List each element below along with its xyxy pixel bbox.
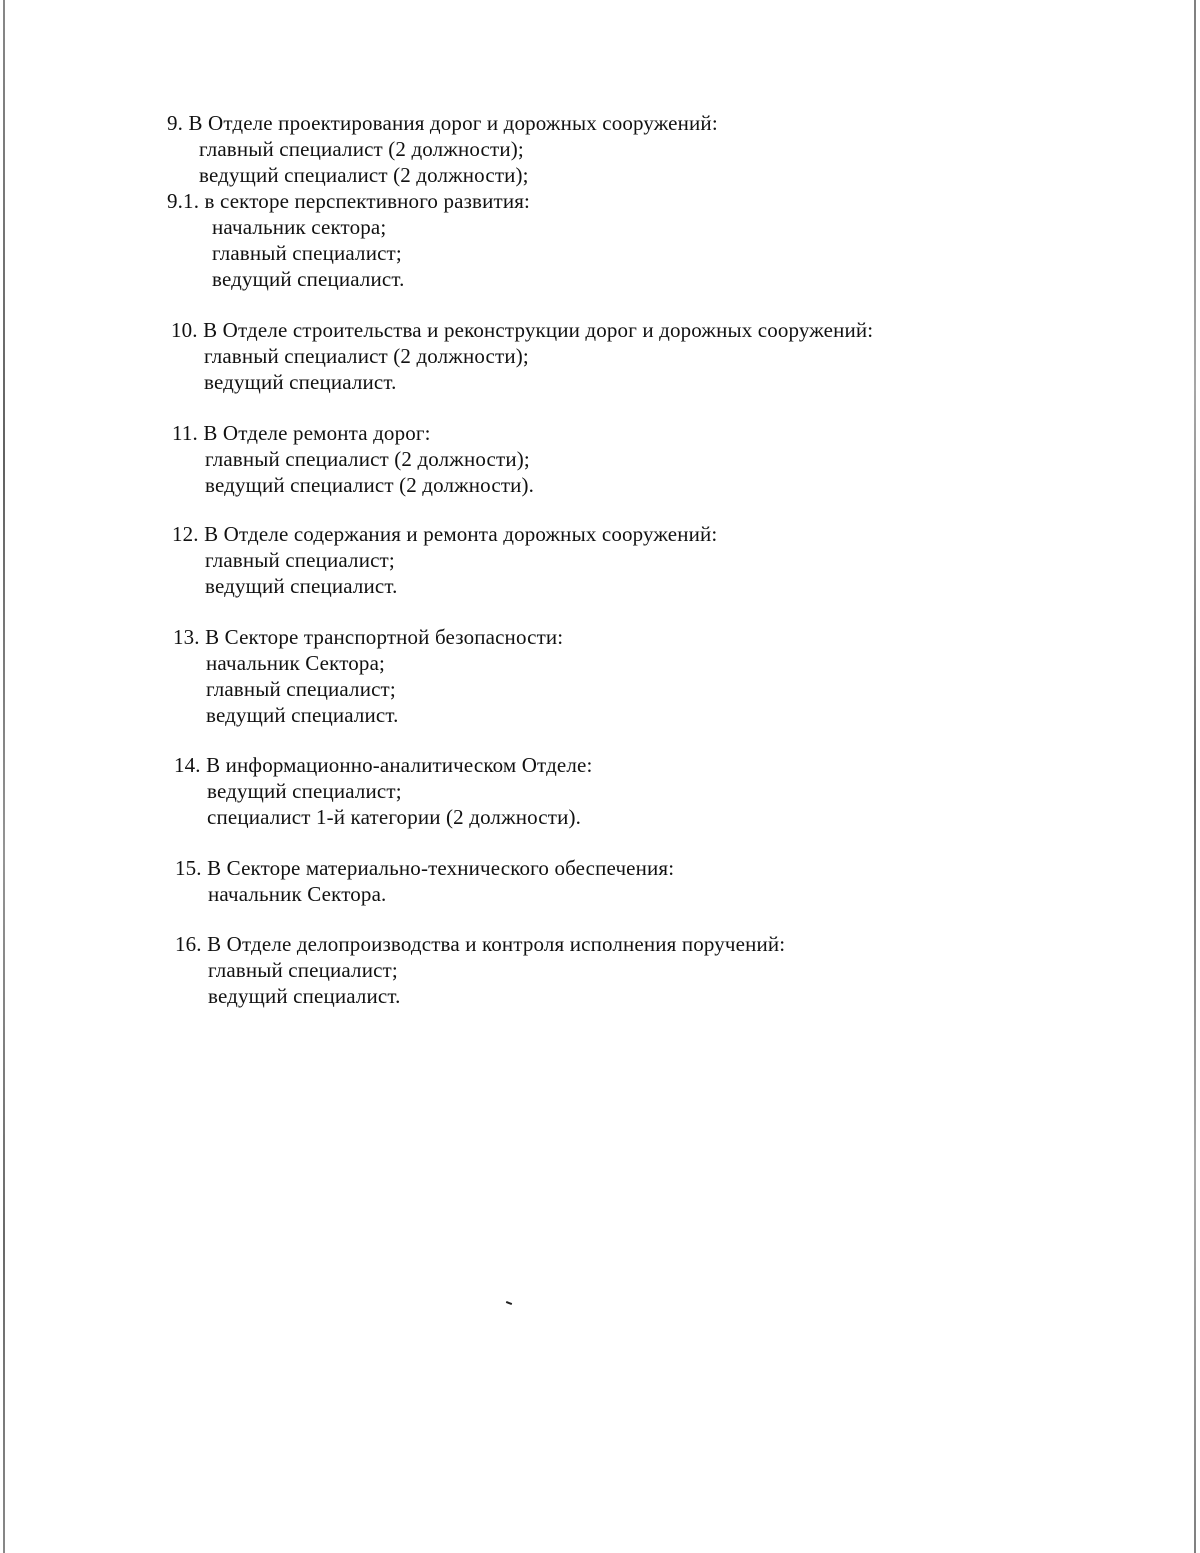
section-heading: 12. В Отделе содержания и ремонта дорожных сооружений: <box>172 522 718 546</box>
position-item: главный специалист; <box>205 548 395 572</box>
scan-artifact-mark <box>506 1301 512 1305</box>
position-item: главный специалист; <box>208 958 398 982</box>
position-item: ведущий специалист. <box>205 574 398 598</box>
section-heading: 16. В Отделе делопроизводства и контроля исполнения поручений: <box>175 932 786 956</box>
position-item: ведущий специалист. <box>206 703 399 727</box>
position-item: специалист 1-й категории (2 должности). <box>207 805 582 829</box>
position-item: главный специалист (2 должности); <box>205 447 530 471</box>
position-item: главный специалист; <box>206 677 396 701</box>
position-item: главный специалист (2 должности); <box>204 344 529 368</box>
position-item: ведущий специалист. <box>208 984 401 1008</box>
position-item: главный специалист; <box>212 241 402 265</box>
position-item: начальник Сектора. <box>208 882 387 906</box>
section-heading: 14. В информационно-аналитическом Отделе: <box>174 753 593 777</box>
subsection-heading: 9.1. в секторе перспективного развития: <box>167 189 531 213</box>
section-heading: 15. В Секторе материально-технического обеспечения: <box>175 856 675 880</box>
position-item: ведущий специалист. <box>212 267 405 291</box>
position-item: начальник Сектора; <box>206 651 386 675</box>
section-heading: 11. В Отделе ремонта дорог: <box>172 421 431 445</box>
position-item: ведущий специалист (2 должности); <box>199 163 529 187</box>
section-heading: 13. В Секторе транспортной безопасности: <box>173 625 564 649</box>
section-heading: 9. В Отделе проектирования дорог и дорожных сооружений: <box>167 111 718 135</box>
position-item: ведущий специалист. <box>204 370 397 394</box>
position-item: главный специалист (2 должности); <box>199 137 524 161</box>
position-item: ведущий специалист; <box>207 779 402 803</box>
position-item: начальник сектора; <box>212 215 387 239</box>
section-heading: 10. В Отделе строительства и реконструкции дорог и дорожных сооружений: <box>171 318 874 342</box>
position-item: ведущий специалист (2 должности). <box>205 473 535 497</box>
